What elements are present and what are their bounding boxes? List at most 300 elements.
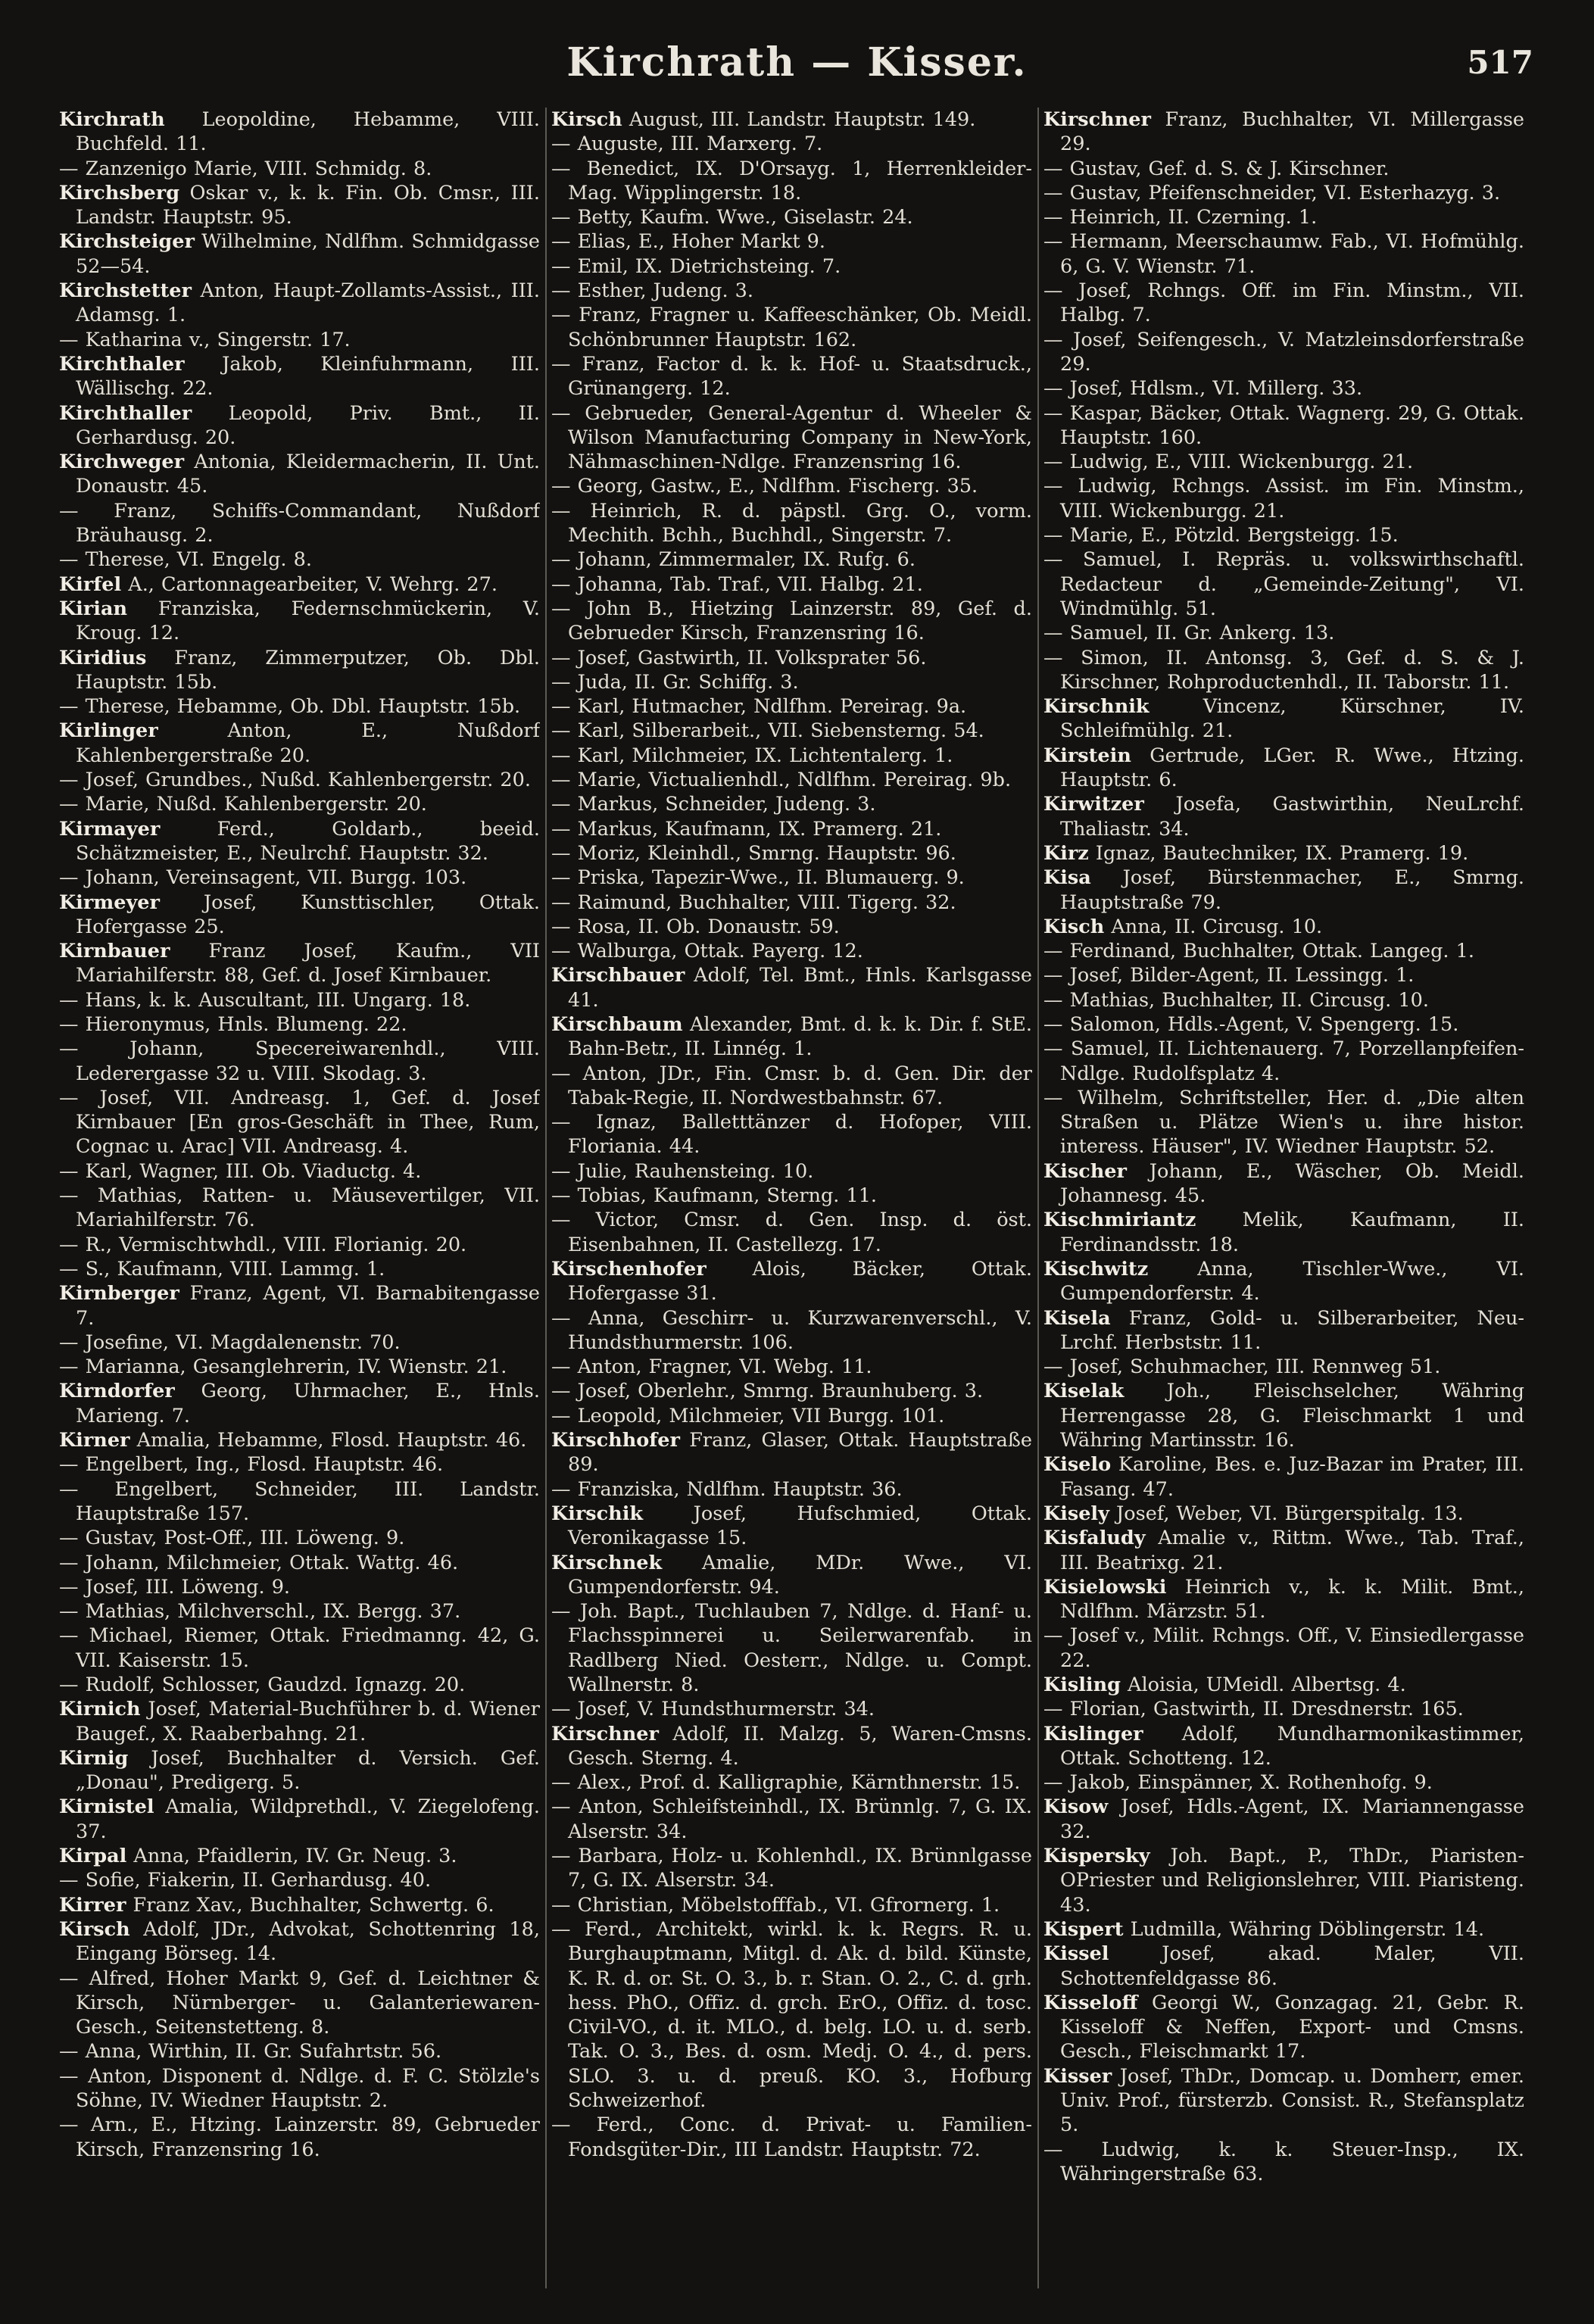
entry-details: — Therese, VI. Engelg. 8. [59,548,312,572]
entry-details: — Sofie, Fiakerin, II. Gerhardusg. 40. [59,1869,432,1892]
column-divider [545,108,547,2288]
directory-entry [59,1355,540,1379]
directory-entry [1043,646,1524,695]
directory-entry [1043,988,1524,1012]
directory-entry [1043,1379,1524,1452]
entry-details: Melik, Kaufmann, II. Ferdinandsstr. 18. [1060,1209,1524,1256]
directory-entry [551,229,1032,254]
entry-surname: Kirnistel [59,1795,154,1819]
entry-details: Joh. Bapt., P., ThDr., Piaristen-OPriester und Religionslehrer, VIII. Piaristeng. 43. [1060,1845,1524,1917]
entry-details: — Salomon, Hdls.-Agent, V. Spengerg. 15. [1043,1012,1459,1036]
directory-entry [1043,1257,1524,1306]
entry-surname: Kirmeyer [59,891,160,914]
entry-surname: Kirfel [59,572,122,596]
entry-details: — Hans, k. k. Auscultant, III. Ungarg. 18. [59,988,471,1012]
entry-surname: Kispert [1043,1917,1124,1941]
entry-details: — Josef, VII. Andreasg. 1, Gef. d. Josef Kirnbauer [En gros-Geschäft in Thee, Rum, Cognac u. Arac] VII. Andreasg. 4. [59,1086,540,1159]
directory-entry [551,1428,1032,1477]
directory-entry [551,792,1032,816]
entry-details: — Josef v., Milit. Rchngs. Off., V. Einsiedlergasse 22. [1043,1624,1524,1672]
entry-details: Franz, Zimmerputzer, Ob. Dbl. Hauptstr. 15b. [76,646,540,694]
directory-entry [551,1110,1032,1159]
directory-entry [59,817,540,866]
entry-details: — Josef, III. Löweng. 9. [59,1575,291,1599]
entry-details: — Ignaz, Balletttänzer d. Hofoper, VIII. Floriania. 44. [551,1111,1032,1159]
directory-entry [551,1477,1032,1502]
entry-details: — Juda, II. Gr. Schiffg. 3. [551,670,799,694]
entry-details: August, III. Landstr. Hauptstr. 149. [622,108,976,131]
entry-details: Georgi W., Gonzagag. 21, Gebr. R. Kisseloff & Neffen, Export- und Cmsns. Gesch., Fleischmarkt 17. [1060,1991,1524,2064]
entry-details: — Marie, Nußd. Kahlenbergerstr. 20. [59,793,427,816]
directory-entry [1043,915,1524,939]
directory-entry [59,597,540,646]
entry-details: Ludmilla, Währing Döblingerstr. 14. [1123,1917,1485,1941]
entry-surname: Kirschik [551,1502,644,1525]
entry-details: — Anton, Schleifsteinhdl., IX. Brünnlg. 7, G. IX. Alserstr. 34. [551,1795,1032,1843]
entry-details: Aloisia, UMeidl. Albertsg. 4. [1120,1674,1406,1696]
entry-details: — S., Kaufmann, VIII. Lammg. 1. [59,1257,385,1281]
directory-entry [1043,2064,1524,2138]
entry-details: — Josef, Schuhmacher, III. Rennweg 51. [1043,1355,1441,1379]
directory-entry [59,1281,540,1330]
entry-details: — Josef, Grundbes., Nußd. Kahlenbergerstr. 20. [59,769,531,792]
directory-entry [551,1502,1032,1551]
entry-details: — Rudolf, Schlosser, Gaudzd. Ignazg. 20. [59,1674,466,1696]
entry-details: — Mathias, Ratten- u. Mäusevertilger, VII. Mariahilferstr. 76. [59,1184,540,1232]
entry-surname: Kirrer [59,1893,126,1917]
directory-entry [59,1575,540,1599]
entry-details: — Julie, Rauhensteing. 10. [551,1159,814,1183]
directory-entry [1043,108,1524,157]
entry-details: — Auguste, III. Marxerg. 7. [551,133,823,156]
entry-surname: Kirchrath [59,108,165,131]
entry-surname: Kirschner [551,1722,659,1745]
entry-surname: Kisow [1043,1795,1109,1819]
directory-entry [59,1599,540,1624]
entry-surname: Kirschbaum [551,1012,683,1036]
entry-details: Ignaz, Bautechniker, IX. Pramerg. 19. [1088,841,1469,865]
directory-entry [551,841,1032,866]
entry-details: — Florian, Gastwirth, II. Dresdnerstr. 165. [1043,1698,1464,1721]
directory-entry [1043,1722,1524,1771]
column-right [1043,108,1524,2288]
entry-details: — Johann, Milchmeier, Ottak. Wattg. 46. [59,1551,459,1574]
entry-surname: Kirchsberg [59,181,180,204]
directory-entry [1043,1942,1524,1991]
directory-entry [551,1355,1032,1379]
entry-details: — Josef, Hdlsm., VI. Millerg. 33. [1043,377,1363,401]
entry-surname: Kirwitzer [1043,793,1144,816]
entry-details: Anna, II. Circusg. 10. [1104,915,1323,938]
directory-entry [59,694,540,719]
directory-entry [59,1844,540,1868]
entry-details: Anton, E., Nußdorf Kahlenbergerstraße 20. [76,719,540,767]
entry-details: — Engelbert, Schneider, III. Landstr. Hauptstraße 157. [59,1477,540,1525]
directory-entry [551,1012,1032,1062]
directory-entry [551,1893,1032,1917]
directory-entry [1043,1575,1524,1624]
directory-columns [59,108,1543,2288]
entry-surname: Kisch [1043,915,1105,938]
directory-entry [1043,1012,1524,1037]
entry-surname: Kisfaludy [1043,1527,1146,1550]
directory-entry [551,1551,1032,1600]
entry-details: — Walburga, Ottak. Payerg. 12. [551,940,863,963]
entry-details: Leopoldine, Hebamme, VIII. Buchfeld. 11. [76,108,540,156]
entry-details: Josef, Bürstenmacher, E., Smrng. Hauptstraße 79. [1060,866,1524,914]
directory-entry [1043,744,1524,793]
entry-surname: Kirnbauer [59,940,170,963]
entry-details: — Gustav, Post-Off., III. Löweng. 9. [59,1527,405,1550]
directory-entry [59,891,540,940]
entry-details: — Josef, Seifengesch., V. Matzleinsdorferstraße 29. [1043,328,1524,376]
entry-details: — Marianna, Gesanglehrerin, IV. Wienstr. 21. [59,1355,507,1379]
directory-entry [1043,328,1524,377]
directory-entry [59,2113,540,2162]
entry-details: — Franz, Fragner u. Kaffeeschänker, Ob. Meidl. Schönbrunner Hauptstr. 162. [551,304,1032,351]
entry-details: Franz, Buchhalter, VI. Millergasse 29. [1060,108,1524,156]
directory-entry [59,792,540,816]
entry-details: Heinrich v., k. k. Milit. Bmt., Ndlfhm. Märzstr. 51. [1060,1575,1524,1624]
entry-details: — Therese, Hebamme, Ob. Dbl. Hauptstr. 15b. [59,695,521,719]
entry-details: — Marie, Victualienhdl., Ndlfhm. Pereirag. 9b. [551,769,1012,792]
directory-entry [59,1967,540,2040]
directory-entry [551,1306,1032,1355]
entry-surname: Kirschnek [551,1551,663,1574]
directory-entry [1043,1991,1524,2064]
directory-entry [551,279,1032,303]
entry-surname: Kischer [1043,1159,1127,1183]
directory-entry [551,401,1032,475]
directory-entry [59,719,540,768]
directory-entry [1043,1086,1524,1159]
directory-entry [551,1208,1032,1257]
entry-details: — Johanna, Tab. Traf., VII. Halbg. 21. [551,572,923,596]
entry-details: Josef, ThDr., Domcap. u. Domherr, emer. Univ. Prof., fürsterzb. Consist. R., Stefansplatz 5. [1060,2064,1524,2137]
directory-entry [551,132,1032,156]
entry-surname: Kispersky [1043,1845,1150,1868]
entry-details: — Moriz, Kleinhdl., Smrng. Hauptstr. 96. [551,841,956,865]
directory-entry [59,768,540,792]
directory-entry [551,1795,1032,1844]
entry-details: — Johann, Vereinsagent, VII. Burgg. 103. [59,866,467,890]
directory-entry [551,1404,1032,1428]
entry-surname: Kisa [1043,866,1091,890]
entry-details: Joh., Fleischselcher, Währing Herrengasse 28, G. Fleischmarkt 1 und Währing Martinsstr. 16. [1060,1380,1524,1452]
entry-details: Vincenz, Kürschner, IV. Schleifmühlg. 21. [1060,695,1524,743]
entry-surname: Kirnberger [59,1282,179,1305]
directory-entry [551,597,1032,646]
entry-details: — Josef, Rchngs. Off. im Fin. Minstm., VII. Halbg. 7. [1043,279,1524,327]
entry-details: — Josef, Bilder-Agent, II. Lessingg. 1. [1043,964,1415,987]
directory-entry [59,181,540,230]
entry-details: — Anna, Wirthin, II. Gr. Sufahrtstr. 56. [59,2040,442,2064]
directory-entry [551,499,1032,548]
entry-details: Alois, Bäcker, Ottak. Hofergasse 31. [568,1257,1032,1305]
directory-entry [551,352,1032,401]
entry-details: — Mathias, Milchverschl., IX. Bergg. 37. [59,1600,461,1624]
directory-entry [59,939,540,988]
entry-details: — Markus, Kaufmann, IX. Pramerg. 21. [551,817,942,841]
directory-entry [59,1257,540,1281]
directory-entry [59,646,540,695]
entry-surname: Kirnich [59,1698,141,1721]
entry-surname: Kirian [59,597,128,620]
entry-details: Anna, Pfaidlerin, IV. Gr. Neug. 3. [126,1845,457,1868]
entry-surname: Kirchthaler [59,352,185,376]
entry-surname: Kirschnik [1043,695,1149,719]
entry-details: Alexander, Bmt. d. k. k. Dir. f. StE. Bahn-Betr., II. Linnég. 1. [568,1012,1032,1061]
entry-details: — Franz, Schiffs-Commandant, Nußdorf Bräuhausg. 2. [59,499,540,547]
entry-details: — Ferd., Conc. d. Privat- u. Familien-Fondsgüter-Dir., III Landstr. Hauptstr. 72. [551,2113,1032,2161]
entry-surname: Kislinger [1043,1722,1143,1745]
entry-details: — Anton, Disponent d. Ndlge. d. F. C. Stölzle's Söhne, IV. Wiedner Hauptstr. 2. [59,2064,540,2113]
entry-details: Amalie, MDr. Wwe., VI. Gumpendorferstr. 94. [568,1551,1032,1599]
directory-entry [59,866,540,890]
entry-details: Franz Xav., Buchhalter, Schwertg. 6. [126,1893,494,1917]
directory-entry [551,1257,1032,1306]
directory-entry [551,157,1032,206]
entry-surname: Kirschhofer [551,1429,680,1452]
directory-entry [59,450,540,499]
entry-details: Jakob, Kleinfuhrmann, III. Wällischg. 22. [76,352,540,401]
entry-details: Amalia, Wildprethdl., V. Ziegelofeng. 37. [76,1795,540,1843]
entry-details: — Elias, E., Hoher Markt 9. [551,230,825,254]
directory-entry [551,1844,1032,1893]
directory-entry [59,547,540,572]
directory-entry [59,279,540,328]
entry-details: Adolf, JDr., Advokat, Schottenring 18, Eingang Börseg. 14. [76,1917,540,1966]
entry-details: — Joh. Bapt., Tuchlauben 7, Ndlge. d. Hanf- u. Flachsspinnerei u. Seilerwarenfab. in Radlberg Nied. Oesterr., Ndlge. u. Compt. Wallnerstr. 8. [551,1600,1032,1696]
entry-details: — Tobias, Kaufmann, Sterng. 11. [551,1184,878,1208]
directory-entry [551,1062,1032,1111]
directory-entry [59,1893,540,1917]
directory-entry [551,1379,1032,1403]
entry-details: — Josef, V. Hundsthurmerstr. 34. [551,1698,875,1721]
entry-details: Josef, Hufschmied, Ottak. Veronikagasse 15. [568,1502,1032,1550]
directory-entry [1043,866,1524,915]
directory-entry [1043,1208,1524,1257]
directory-entry [551,915,1032,939]
entry-details: — Victor, Cmsr. d. Gen. Insp. d. öst. Eisenbahnen, II. Castellezg. 17. [551,1209,1032,1256]
entry-details: Karoline, Bes. e. Juz-Bazar im Prater, III. Fasang. 47. [1060,1453,1524,1501]
directory-entry [59,1159,540,1184]
directory-entry [1043,376,1524,401]
directory-entry [1043,1697,1524,1721]
entry-details: — Markus, Schneider, Judeng. 3. [551,793,876,816]
entry-details: — Alex., Prof. d. Kalligraphie, Kärnthnerstr. 15. [551,1771,1021,1795]
directory-entry [1043,939,1524,963]
entry-details: — Anna, Geschirr- u. Kurzwarenverschl., V. Hundsthurmerstr. 106. [551,1306,1032,1354]
entry-details: Johann, E., Wäscher, Ob. Meidl. Johannesg. 45. [1060,1159,1524,1208]
column-divider [1037,108,1039,2288]
directory-entry [1043,547,1524,621]
directory-entry [551,817,1032,841]
entry-surname: Kirsch [551,108,622,131]
entry-surname: Kisser [1043,2064,1112,2088]
entry-details: Josef, akad. Maler, VII. Schottenfeldgasse 86. [1060,1942,1524,1990]
entry-details: — Franz, Factor d. k. k. Hof- u. Staatsdruck., Grünangerg. 12. [551,352,1032,401]
entry-surname: Kirpal [59,1845,127,1868]
directory-entry [59,229,540,279]
directory-entry [1043,1624,1524,1673]
entry-details: Josef, Hdls.-Agent, IX. Mariannengasse 32. [1060,1795,1524,1843]
entry-details: — Karl, Wagner, III. Ob. Viaductg. 4. [59,1159,422,1183]
entry-details: Franz, Gold- u. Silberarbeiter, Neu-Lrchf. Herbststr. 11. [1060,1306,1524,1354]
entry-details: — Michael, Riemer, Ottak. Friedmanng. 42, G. VII. Kaiserstr. 15. [59,1624,540,1672]
directory-entry [1043,401,1524,451]
entry-surname: Kiridius [59,646,147,669]
entry-details: — Ludwig, E., VIII. Wickenburgg. 21. [1043,451,1414,474]
directory-entry [59,1428,540,1452]
entry-details: — Samuel, II. Gr. Ankerg. 13. [1043,622,1335,645]
directory-entry [1043,474,1524,523]
entry-details: — Engelbert, Ing., Flosd. Hauptstr. 46. [59,1453,444,1477]
entry-details: Josefa, Gastwirthin, NeuLrchf. Thaliastr. 34. [1060,793,1524,841]
entry-details: — R., Vermischtwhdl., VIII. Florianig. 20. [59,1233,467,1256]
directory-entry [551,744,1032,768]
entry-details: Anton, Haupt-Zollamts-Assist., III. Adamsg. 1. [76,279,540,327]
directory-entry [59,1746,540,1795]
entry-details: — Arn., E., Htzing. Lainzerstr. 89, Gebrueder Kirsch, Franzensring 16. [59,2113,540,2161]
directory-entry [1043,1526,1524,1575]
entry-surname: Kisseloff [1043,1991,1138,2014]
directory-entry [1043,1159,1524,1209]
entry-details: — Josef, Gastwirth, II. Volksprater 56. [551,646,927,669]
entry-details: — Rosa, II. Ob. Donaustr. 59. [551,915,840,938]
directory-entry [551,963,1032,1012]
entry-details: Wilhelmine, Ndlfhm. Schmidgasse 52—54. [76,230,540,278]
directory-entry [551,547,1032,572]
entry-details: — Gebrueder, General-Agentur d. Wheeler & Wilson Manufacturing Company in New-York, Nähmaschinen-Ndlge. Franzensring 16. [551,401,1032,474]
directory-entry [59,1477,540,1527]
entry-surname: Kischwitz [1043,1257,1149,1281]
directory-entry [59,1184,540,1233]
directory-entry [551,572,1032,597]
entry-details: — Heinrich, R. d. päpstl. Grg. O., vorm. Mechith. Bchh., Buchhdl., Singerstr. 7. [551,499,1032,547]
directory-entry [551,1722,1032,1771]
directory-entry [551,108,1032,132]
directory-entry [59,1917,540,1967]
directory-entry [1043,963,1524,987]
directory-entry [59,1868,540,1892]
entry-surname: Kissel [1043,1942,1109,1966]
entry-surname: Kiselo [1043,1453,1112,1477]
entry-details: — Leopold, Milchmeier, VII Burgg. 101. [551,1404,945,1427]
directory-entry [59,1012,540,1037]
directory-entry [59,499,540,548]
directory-entry [59,108,540,157]
directory-entry [551,474,1032,498]
directory-entry [1043,841,1524,866]
entry-details: Gertrude, LGer. R. Wwe., Htzing. Hauptstr. 6. [1060,744,1524,792]
directory-entry [59,2064,540,2113]
entry-surname: Kirz [1043,841,1089,865]
entry-details: — Christian, Möbelstofffab., VI. Gfrornerg. 1. [551,1893,1000,1917]
entry-details: — Karl, Silberarbeit., VII. Siebensterng. 54. [551,719,984,743]
directory-entry [551,646,1032,670]
directory-entry [59,1551,540,1575]
directory-entry [551,670,1032,694]
entry-surname: Kirschenhofer [551,1257,707,1281]
entry-surname: Kirndorfer [59,1380,175,1403]
directory-entry [1043,1306,1524,1355]
entry-details: — Ludwig, Rchngs. Assist. im Fin. Minstm., VIII. Wickenburgg. 21. [1043,475,1524,523]
directory-entry [59,1697,540,1746]
directory-entry [59,401,540,451]
entry-details: — Franziska, Ndlfhm. Hauptstr. 36. [551,1477,903,1501]
entry-surname: Kirlinger [59,719,158,743]
entry-surname: Kisela [1043,1306,1111,1330]
entry-details: — John B., Hietzing Lainzerstr. 89, Gef. d. Gebrueder Kirsch, Franzensring 16. [551,597,1032,645]
directory-entry [1043,1795,1524,1844]
entry-surname: Kirsch [59,1917,130,1941]
entry-details: — Ferd., Architekt, wirkl. k. k. Regrs. R. u. Burghauptmann, Mitgl. d. Ak. d. bild. Künste, K. R. d. or. St. O. 3., b. r. Stan. O. 2., C. d. grh. hess. PhO., Offiz. d. grch. ErO., Offiz. d. tosc. Civil-VO., d. it. MLO., d. belg. LO. u. d. serb. Tak. O. 3., Bes. d. osm. Medj. O. 4., d. pers. SLO. 3. u. d. preuß. KO. 3., Hofburg Schweizerhof. [551,1917,1032,2113]
entry-details: Josef, Weber, VI. Bürgerspitalg. 13. [1109,1502,1464,1525]
page-title: Kirchrath — Kisser. [566,39,1028,86]
directory-entry [551,719,1032,743]
entry-details: — Alfred, Hoher Markt 9, Gef. d. Leichtner & Kirsch, Nürnberger- u. Galanteriewaren-Gesch., Seitenstetteng. 8. [59,1967,540,2039]
entry-details: — Simon, II. Antonsg. 3, Gef. d. S. & J. Kirschner, Rohproductenhdl., II. Taborstr. 11. [1043,646,1524,694]
directory-entry [59,352,540,401]
directory-entry [1043,523,1524,547]
directory-entry [551,1599,1032,1697]
directory-entry [1043,1037,1524,1086]
directory-entry [1043,1673,1524,1697]
entry-surname: Kirschner [1043,108,1151,131]
entry-details: — Josef, Oberlehr., Smrng. Braunhuberg. 3. [551,1380,984,1403]
directory-entry [59,1086,540,1159]
entry-details: Adolf, II. Malzg. 5, Waren-Cmsns. Gesch. Sterng. 4. [568,1722,1032,1770]
entry-surname: Kisielowski [1043,1575,1167,1599]
directory-entry [1043,181,1524,205]
entry-details: Georg, Uhrmacher, E., Hnls. Marieng. 7. [76,1380,540,1427]
entry-details: A., Cartonnagearbeiter, V. Wehrg. 27. [121,572,498,596]
entry-details: Oskar v., k. k. Fin. Ob. Cmsr., III. Landstr. Hauptstr. 95. [76,181,540,229]
page-header [0,39,1594,100]
column-middle [551,108,1032,2288]
directory-entry [1043,229,1524,279]
entry-details: Antonia, Kleidermacherin, II. Unt. Donaustr. 45. [76,451,540,498]
directory-entry [1043,279,1524,328]
directory-entry [59,1037,540,1086]
entry-surname: Kisely [1043,1502,1109,1525]
entry-details: Josef, Material-Buchführer b. d. Wiener Baugef., X. Raaberbahng. 21. [76,1698,540,1745]
entry-details: Franz Josef, Kaufm., VII Mariahilferstr. 88, Gef. d. Josef Kirnbauer. [76,940,540,987]
directory-entry [551,891,1032,915]
entry-details: — Barbara, Holz- u. Kohlenhdl., IX. Brünnlgasse 7, G. IX. Alserstr. 34. [551,1845,1032,1892]
page-number: 517 [1467,44,1533,81]
entry-details: — Marie, E., Pötzld. Bergsteigg. 15. [1043,524,1399,547]
entry-details: Franz, Agent, VI. Barnabitengasse 7. [76,1282,540,1330]
directory-entry [59,988,540,1012]
directory-entry [551,694,1032,719]
directory-entry [551,1770,1032,1795]
directory-entry [551,205,1032,229]
entry-details: — Gustav, Pfeifenschneider, VI. Esterhazyg. 3. [1043,181,1501,204]
entry-details: — Priska, Tapezir-Wwe., II. Blumauerg. 9. [551,866,965,890]
directory-entry [59,2039,540,2064]
directory-entry [59,157,540,181]
entry-details: — Mathias, Buchhalter, II. Circusg. 10. [1043,988,1429,1012]
entry-details: — Wilhelm, Schriftsteller, Her. d. „Die alten Straßen u. Plätze Wien's u. ihre histor. interess. Häuser", IV. Wiedner Hauptstr. 52. [1043,1086,1524,1159]
entry-details: — Anton, Fragner, VI. Webg. 11. [551,1355,872,1379]
directory-entry [59,1673,540,1697]
entry-details: Franziska, Federnschmückerin, V. Kroug. 12. [76,597,540,645]
entry-surname: Kirchthaller [59,401,192,425]
entry-details: — Betty, Kaufm. Wwe., Giselastr. 24. [551,206,913,229]
directory-entry [59,1330,540,1355]
